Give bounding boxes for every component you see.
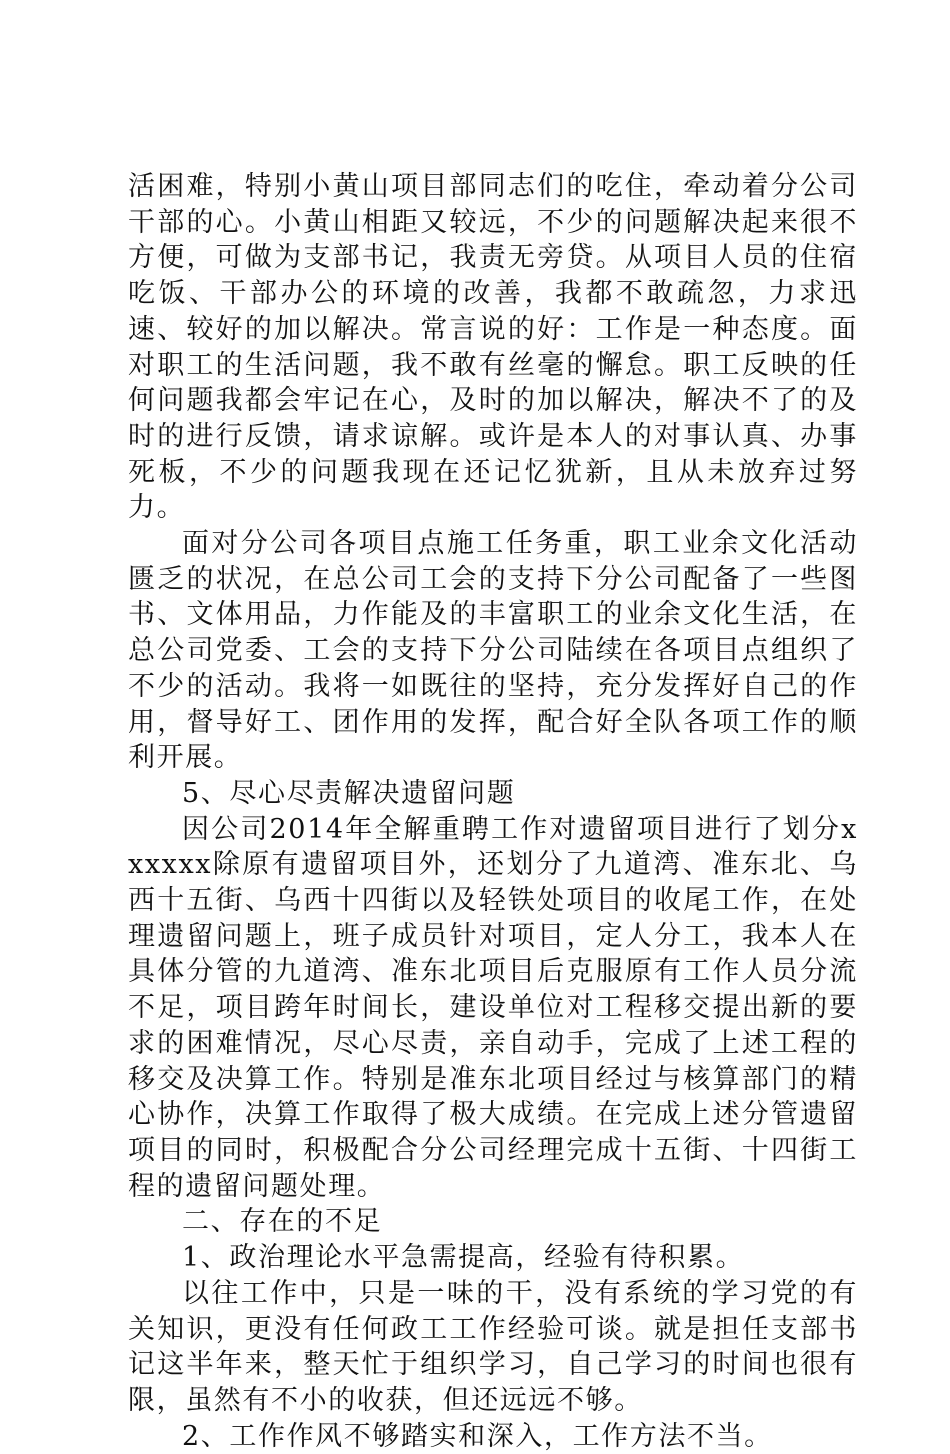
paragraph-living-difficulties: 活困难，特别小黄山项目部同志们的吃住，牵动着分公司干部的心。小黄山相距又较远，不少的问题解决起来很不方便，可做为支部书记，我责无旁贷。从项目人员的住宿吃饭、干部办公的环境的改善，我都不敢疏忽，力求迅速、较好的加以解决。常言说的好：工作是一种态度。面对职工的生活问题，我不敢有丝毫的懈怠。职工反映的任何问题我都会牢记在心，及时的加以解决，解决不了的及时的进行反馈，请求谅解。或许是本人的对事认真、办事死板，不少的问题我现在还记忆犹新，且从未放弃过努力。 xyxy=(128,171,858,524)
paragraph-cultural-activities: 面对分公司各项目点施工任务重，职工业余文化活动匮乏的状况，在总公司工会的支持下分公司配备了一些图书、文体用品，力作能及的丰富职工的业余文化生活，在总公司党委、工会的支持下分公司陆续在各项目点组织了不少的活动。我将一如既往的坚持，充分发挥好自己的作用，督导好工、团作用的发挥，配合好全队各项工作的顺利开展。 xyxy=(128,528,858,774)
section-heading-legacy-issues: 5、尽心尽责解决遗留问题 xyxy=(182,777,516,809)
section-heading-shortcomings: 二、存在的不足 xyxy=(182,1206,383,1238)
subheading-work-style: 2、工作作风不够踏实和深入，工作方法不当。 xyxy=(182,1420,773,1452)
paragraph-learning-experience: 以往工作中，只是一味的干，没有系统的学习党的有关知识，更没有任何政工工作经验可谈。就是担任支部书记这半年来，整天忙于组织学习，自己学习的时间也很有限，虽然有不小的收获，但还远远不够。 xyxy=(128,1277,858,1416)
document-body xyxy=(128,169,858,1454)
subheading-political-theory: 1、政治理论水平急需提高，经验有待积累。 xyxy=(182,1242,745,1274)
paragraph-legacy-projects: 因公司2014年全解重聘工作对遗留项目进行了划分xxxxxx除原有遗留项目外，还划分了九道湾、准东北、乌西十五街、乌西十四街以及轻铁处项目的收尾工作，在处理遗留问题上，班子成员针对项目，定人分工，我本人在具体分管的九道湾、准东北项目后克服原有工作人员分流不足，项目跨年时间长，建设单位对工程移交提出新的要求的困难情况，尽心尽责，亲自动手，完成了上述工程的移交及决算工作。特别是准东北项目经过与核算部门的精心协作，决算工作取得了极大成绩。在完成上述分管遗留项目的同时，积极配合分公司经理完成十五街、十四街工程的遗留问题处理。 xyxy=(128,813,858,1202)
